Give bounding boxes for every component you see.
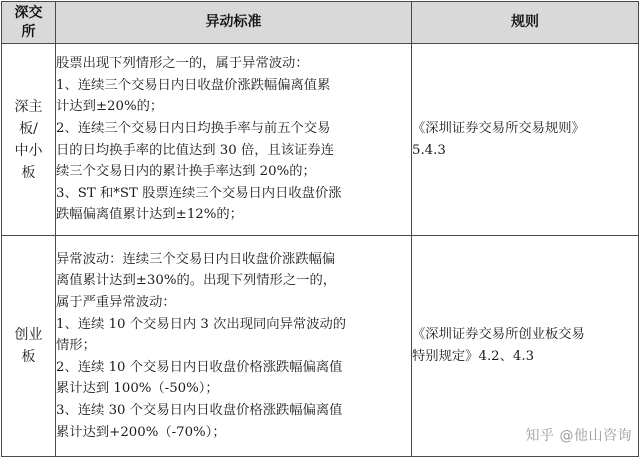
criteria-cell: 异常波动：连续三个交易日内日收盘价涨跌幅偏 离值累计达到±30%的。出现下列情形之一的， 属于严重异常波动： 1、连续 10 个交易日内 3 次出现同向异常波动的 情形； 2、连续 10 个交易日内日收盘价格涨跌幅偏离值 累计达到 100%（-50%）； 3、连续 30 个交易日内日收盘价格涨跌幅偏离值 累计达到+200%（-70%）； (56, 236, 412, 457)
table-row (2, 44, 639, 236)
header-row (2, 2, 639, 44)
criteria-cell: 股票出现下列情形之一的，属于异常波动： 1、连续三个交易日内日收盘价涨跌幅偏离值累 计达到±20%的； 2、连续三个交易日内日均换手率与前五个交易 日的日均换手率的比值达到 30 倍，且该证券连 续三个交易日内的累计换手率达到 20%的； 3、ST 和*ST 股票连续三个交易日内日收盘价涨 跌幅偏离值累计达到±12%的； (56, 44, 412, 236)
header-rule: 规则 (412, 2, 639, 44)
watermark: 知乎 @他山咨询 (525, 428, 632, 444)
rule-cell: 《深圳证券交易所交易规则》 5.4.3 (412, 44, 639, 236)
rules-table (1, 1, 639, 457)
header-criteria: 异动标准 (56, 2, 412, 44)
rule-cell: 《深圳证券交易所创业板交易 特别规定》4.2、4.3 (412, 236, 639, 457)
table-row (2, 236, 639, 457)
board-cell: 创业 板 (2, 236, 56, 457)
header-board: 深交 所 (2, 2, 56, 44)
board-cell: 深主 板/ 中小 板 (2, 44, 56, 236)
